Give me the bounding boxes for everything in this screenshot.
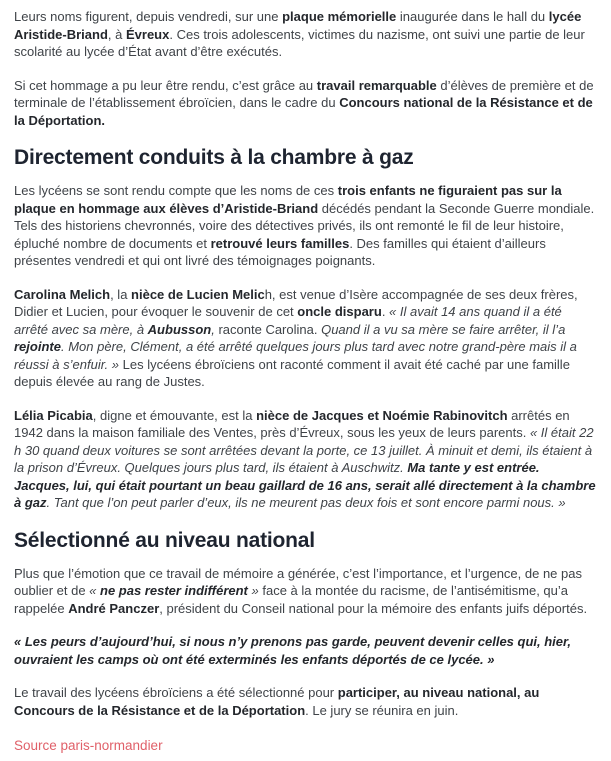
paragraph-block-quote: « Les peurs d’aujourd’hui, si nous n’y prenons pas garde, peuvent devenir celles qui, hier, ouvraient les camps où ont été exterminés les enfants déportés de ce lycée. » — [14, 634, 571, 667]
source-link[interactable]: Source paris-normandier — [14, 738, 163, 753]
section-heading-chambre-a-gaz: Directement conduits à la chambre à gaz — [14, 146, 414, 169]
section-heading-niveau-national: Sélectionné au niveau national — [14, 528, 315, 552]
paragraph-carolina-melich: Carolina Melich, la nièce de Lucien Melich, est venue d’Isère accompagnée de ses deux frères, Didier et Lucien, pour évoquer le souvenir de cet oncle disparu. « Il avait 14 ans quand il a été arrêté avec sa mère, à Aubusson, raconte Carolina. Quand il a vu sa mère se faire arrêter, il l’a rejointe. Mon père, Clément, a été arrêté quelques jours plus tard avec notre grand-père mais il a réussi à s’enfuir. » Les lycéens ébroïciens ont raconté comment il avait été caché par une famille depuis élevée au rang de Justes. — [14, 286, 578, 389]
paragraph-emotion: Plus que l’émotion que ce travail de mémoire a générée, c’est l’importance, et l’urgence, de ne pas oublier et de « ne pas rester indifférent » face à la montée du racisme, de l’antisémitisme, qu’a rappelée André Panczer, président du Conseil national pour la mémoire des enfants juifs déportés. — [14, 565, 588, 616]
paragraph-lelia-picabia: Lélia Picabia, digne et émouvante, est la nièce de Jacques et Noémie Rabinovitch arrêtés en 1942 dans la maison familiale des Ventes, près d’Évreux, sous les yeux de leurs parents. « Il était 22 h 30 quand deux voitures se sont arrêtées devant la porte, ce 13 juillet. À minuit et demi, ils étaient à la prison d’Évreux. Quelques jours plus tard, ils étaient à Auschwitz. Ma tante y est entrée. Jacques, lui, qui était pourtant un beau gaillard de 16 ans, serait allé directement à la chambre à gaz. Tant que l’on peut parler d’eux, ils ne meurent pas deux fois et sont encore parmi nous. » — [14, 407, 596, 510]
paragraph-hommage: Si cet hommage a pu leur être rendu, c’est grâce au travail remarquable d’élèves de première et de terminale de l’établissement ébroïcien, dans le cadre du Concours national de la Résistance et de la Déportation. — [14, 77, 594, 128]
paragraph-selection: Le travail des lycéens ébroïciens a été sélectionné pour participer, au niveau national, au Concours de la Résistance et de la Déportation. Le jury se réunira en juin. — [14, 685, 540, 718]
paragraph-plaque: Les lycéens se sont rendu compte que les noms de ces trois enfants ne figuraient pas sur la plaque en hommage aux élèves d’Aristide-Briand décédés pendant la Seconde Guerre mondiale. Tels des historiens chevronnés, voire des détectives privés, ils ont remonté le fil de leur histoire, épluché nombre de documents et retrouvé leurs familles. Des familles qui étaient d’ailleurs présentes vendredi et qui ont livré des témoignages poignants. — [14, 183, 595, 268]
paragraph-intro: Leurs noms figurent, depuis vendredi, sur une plaque mémorielle inaugurée dans le hall du lycée Aristide-Briand, à Évreux. Ces trois adolescents, victimes du nazisme, ont suivi une partie de leur scolarité au lycée d’État avant d’être exécutés. — [14, 9, 585, 59]
